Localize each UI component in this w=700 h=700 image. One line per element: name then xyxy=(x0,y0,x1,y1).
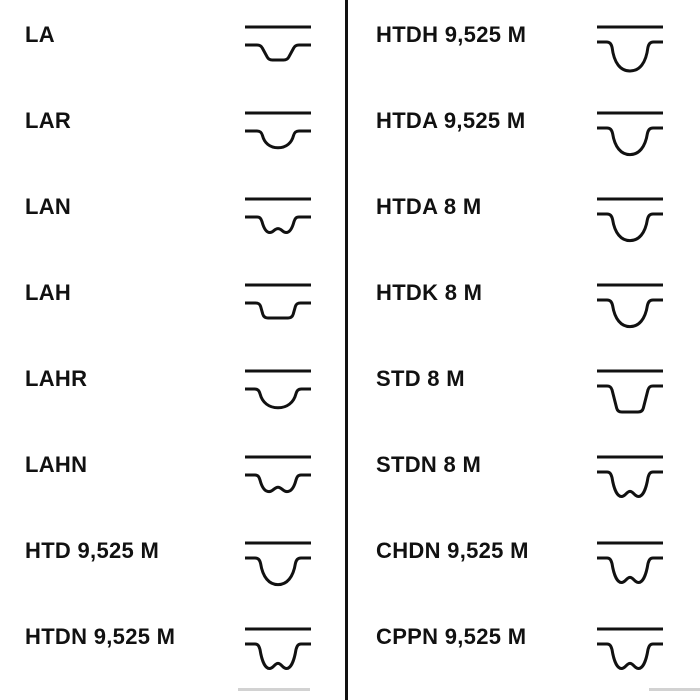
profile-row xyxy=(25,0,325,78)
profile-row xyxy=(25,78,325,164)
profile-label: LAR xyxy=(25,108,72,133)
cropped-next-profile-hint-left xyxy=(238,688,310,691)
profile-row xyxy=(25,164,325,250)
belt-profile-icon xyxy=(597,369,663,419)
belt-profile-icon xyxy=(245,283,311,333)
profile-row xyxy=(25,250,325,336)
belt-profile-icon xyxy=(245,197,311,247)
cropped-next-profile-hint-right xyxy=(649,688,700,691)
profile-label: CHDN 9,525 M xyxy=(376,538,529,563)
belt-profile-icon xyxy=(597,627,663,677)
profile-row xyxy=(25,508,325,594)
belt-profile-icon xyxy=(597,111,663,161)
profile-row xyxy=(25,594,325,680)
profile-label: STD 8 M xyxy=(376,366,465,391)
belt-profile-icon xyxy=(597,455,663,505)
profile-row xyxy=(376,594,676,680)
profile-row xyxy=(25,422,325,508)
profile-label: LA xyxy=(25,22,55,47)
belt-profile-icon xyxy=(597,197,663,247)
profile-row xyxy=(376,78,676,164)
profile-row xyxy=(376,336,676,422)
profile-label: HTDA 8 M xyxy=(376,194,482,219)
belt-profile-icon xyxy=(245,369,311,419)
profile-label: STDN 8 M xyxy=(376,452,482,477)
belt-profile-icon xyxy=(245,25,311,75)
profile-label: LAHN xyxy=(25,452,88,477)
profile-label: HTDN 9,525 M xyxy=(25,624,176,649)
profile-label: LAHR xyxy=(25,366,88,391)
belt-profile-icon xyxy=(597,283,663,333)
profile-row xyxy=(376,164,676,250)
profile-row xyxy=(25,336,325,422)
belt-profile-icon xyxy=(597,541,663,591)
belt-profile-icon xyxy=(245,541,311,591)
profile-row xyxy=(376,0,676,78)
belt-profile-icon xyxy=(245,111,311,161)
belt-profile-icon xyxy=(245,455,311,505)
belt-profile-icon xyxy=(245,627,311,677)
profile-label: HTD 9,525 M xyxy=(25,538,160,563)
profile-label: LAH xyxy=(25,280,72,305)
profile-label: CPPN 9,525 M xyxy=(376,624,527,649)
profile-row xyxy=(376,422,676,508)
profile-label: HTDH 9,525 M xyxy=(376,22,527,47)
profile-row xyxy=(376,508,676,594)
profile-label: HTDK 8 M xyxy=(376,280,483,305)
belt-profile-icon xyxy=(597,25,663,75)
profile-label: LAN xyxy=(25,194,72,219)
profile-label: HTDA 9,525 M xyxy=(376,108,526,133)
profile-row xyxy=(376,250,676,336)
column-divider xyxy=(345,0,348,700)
